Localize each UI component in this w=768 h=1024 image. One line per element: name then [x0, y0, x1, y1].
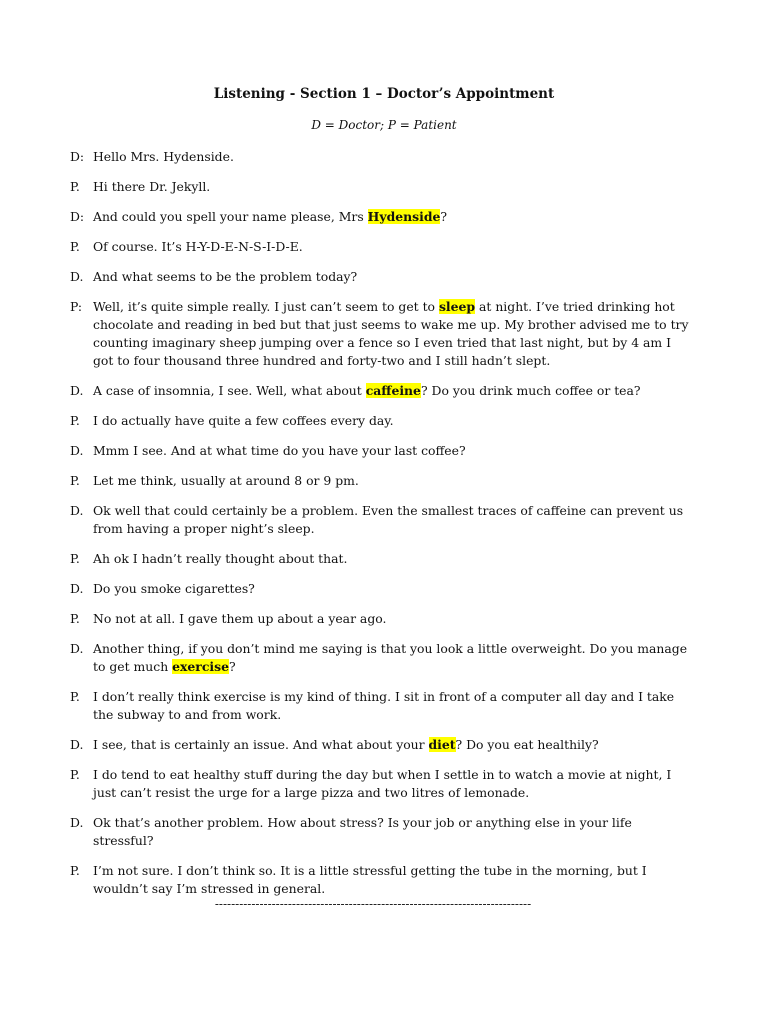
line-text-part: I’m not sure. I don’t think so. It is a little stressful getting the tube in the morning, but I wouldn’t say I’m stressed in general. [93, 863, 647, 896]
line-text-part: ? Do you eat healthily? [455, 737, 599, 752]
speaker-label: P. [70, 179, 80, 194]
line-text [93, 766, 690, 802]
speaker-label: D. [70, 443, 84, 458]
speaker-label: P. [70, 689, 80, 704]
dialogue-line [70, 550, 690, 568]
speaker-label: P. [70, 551, 80, 566]
speaker-label: D. [70, 641, 84, 656]
line-text [93, 688, 690, 724]
line-text-part: at night. I’ve tried drinking hot chocolate and reading in bed but that just seems to wake me up. My brother advised me to try counting imaginary sheep jumping over a fence so I even tried that last night, but by 4 am I got to four thousand three hundred and forty-two and I still hadn’t slept. [93, 299, 689, 368]
speaker-key: D = Doctor; P = Patient [311, 118, 457, 132]
line-text-part: A case of insomnia, I see. Well, what about [93, 383, 366, 398]
line-text [93, 208, 690, 226]
speaker-label: D. [70, 383, 84, 398]
speaker-label: P. [70, 863, 80, 878]
line-text-part: Well, it’s quite simple really. I just can’t seem to get to [93, 299, 439, 314]
line-text [93, 268, 690, 286]
line-text [93, 814, 690, 850]
line-text-part: ? Do you drink much coffee or tea? [420, 383, 641, 398]
dialogue-line [70, 814, 690, 850]
line-text-part: Hello Mrs. Hydenside. [93, 149, 234, 164]
line-text [93, 736, 690, 754]
speaker-label: P: [70, 299, 83, 314]
highlighted-keyword: Hydenside [367, 209, 441, 224]
dialogue-line [70, 382, 690, 400]
dialogue-line [70, 412, 690, 430]
page-title: Listening - Section 1 – Doctor’s Appointment [213, 86, 555, 102]
line-text [93, 472, 690, 490]
speaker-label: P. [70, 611, 80, 626]
dialogue-line [70, 238, 690, 256]
speaker-label: D. [70, 581, 84, 596]
line-text-part: No not at all. I gave them up about a year ago. [93, 611, 387, 626]
line-text-part: ? [228, 659, 236, 674]
line-text-part: Ok that’s another problem. How about stress? Is your job or anything else in your life stressful? [93, 815, 632, 848]
line-text [93, 610, 690, 628]
line-text-part: ? [440, 209, 448, 224]
dialogue-line [70, 610, 690, 628]
separator-line: ------------------------------------------------------------------------------ [214, 897, 532, 911]
line-text-part: Let me think, usually at around 8 or 9 pm. [93, 473, 359, 488]
line-text-part: Ah ok I hadn’t really thought about that. [93, 551, 348, 566]
dialogue-line [70, 736, 690, 754]
dialogue-line [70, 502, 690, 538]
line-text-part: I don’t really think exercise is my kind of thing. I sit in front of a computer all day and I take the subway to and from work. [93, 689, 675, 722]
highlighted-keyword: sleep [438, 299, 476, 314]
dialogue [70, 148, 690, 910]
line-text [93, 862, 690, 898]
line-text [93, 502, 690, 538]
dialogue-line [70, 298, 690, 370]
line-text-part: Hi there Dr. Jekyll. [93, 179, 211, 194]
dialogue-line [70, 862, 690, 898]
line-text [93, 580, 690, 598]
line-text [93, 640, 690, 676]
line-text-part: I do actually have quite a few coffees every day. [93, 413, 394, 428]
line-text [93, 550, 690, 568]
speaker-label: D: [70, 149, 85, 164]
speaker-label: P. [70, 413, 80, 428]
dialogue-line [70, 148, 690, 166]
line-text [93, 148, 690, 166]
dialogue-line [70, 178, 690, 196]
speaker-label: P. [70, 473, 80, 488]
line-text [93, 178, 690, 196]
dialogue-line [70, 688, 690, 724]
line-text [93, 412, 690, 430]
line-text-part: Ok well that could certainly be a problem. Even the smallest traces of caffeine can prevent us from having a proper night’s sleep. [93, 503, 684, 536]
line-text [93, 298, 690, 370]
line-text-part: Do you smoke cigarettes? [93, 581, 255, 596]
speaker-label: P. [70, 239, 80, 254]
line-text [93, 238, 690, 256]
line-text [93, 442, 690, 460]
line-text-part: Of course. It’s H-Y-D-E-N-S-I-D-E. [93, 239, 303, 254]
dialogue-line [70, 442, 690, 460]
line-text [93, 382, 690, 400]
speaker-label: D. [70, 815, 84, 830]
speaker-label: D. [70, 503, 84, 518]
highlighted-keyword: caffeine [365, 383, 421, 398]
line-text-part: Another thing, if you don’t mind me saying is that you look a little overweight. Do you manage to get much [93, 641, 688, 674]
line-text-part: I do tend to eat healthy stuff during the day but when I settle in to watch a movie at night, I just can’t resist the urge for a large pizza and two litres of lemonade. [93, 767, 672, 800]
speaker-label: D. [70, 269, 84, 284]
speaker-label: P. [70, 767, 80, 782]
dialogue-line [70, 766, 690, 802]
highlighted-keyword: exercise [172, 659, 229, 674]
line-text-part: And what seems to be the problem today? [93, 269, 358, 284]
dialogue-line [70, 580, 690, 598]
line-text-part: And could you spell your name please, Mrs [93, 209, 368, 224]
speaker-label: D. [70, 737, 84, 752]
dialogue-line [70, 268, 690, 286]
dialogue-line [70, 640, 690, 676]
dialogue-line [70, 208, 690, 226]
line-text-part: I see, that is certainly an issue. And what about your [93, 737, 429, 752]
line-text-part: Mmm I see. And at what time do you have your last coffee? [93, 443, 466, 458]
dialogue-line [70, 472, 690, 490]
speaker-label: D: [70, 209, 85, 224]
highlighted-keyword: diet [428, 737, 456, 752]
